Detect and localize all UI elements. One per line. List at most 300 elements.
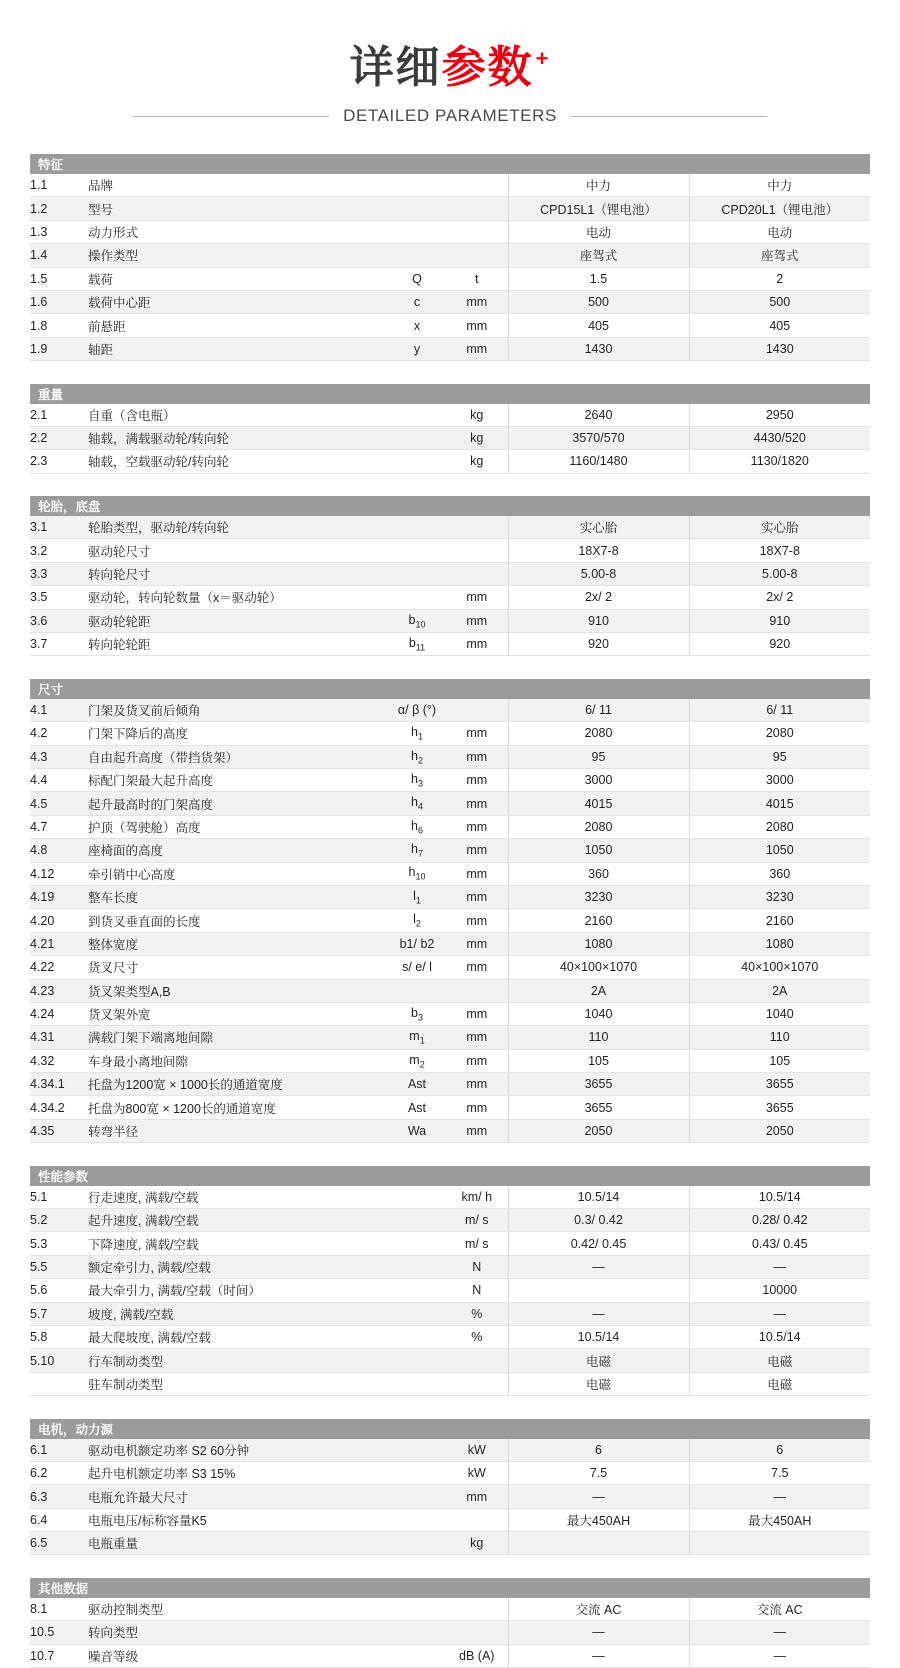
row-value-model-2: 10.5/14 <box>689 1186 870 1209</box>
row-value-model-1: 0.42/ 0.45 <box>508 1232 689 1255</box>
row-number: 4.31 <box>30 1026 88 1049</box>
row-value-model-2: 6/ 11 <box>689 699 870 722</box>
row-label: 托盘为800宽 × 1200长的通道宽度 <box>88 1096 388 1119</box>
row-unit: kg <box>446 1532 508 1555</box>
row-number: 6.2 <box>30 1461 88 1484</box>
row-label: 满载门架下端离地间隙 <box>88 1026 388 1049</box>
row-value-model-2: 2A <box>689 979 870 1002</box>
table-row <box>30 1073 870 1096</box>
row-symbol: Q <box>388 267 446 290</box>
section-title: 性能参数 <box>30 1166 870 1186</box>
row-number: 4.35 <box>30 1119 88 1142</box>
table-row <box>30 699 870 722</box>
section-spacer <box>30 473 870 496</box>
section-title: 其他数据 <box>30 1578 870 1598</box>
row-value-model-1 <box>508 1279 689 1302</box>
row-number: 5.6 <box>30 1279 88 1302</box>
section-title: 尺寸 <box>30 679 870 699</box>
row-label: 托盘为1200宽 × 1000长的通道宽度 <box>88 1073 388 1096</box>
row-symbol <box>388 539 446 562</box>
table-row <box>30 1232 870 1255</box>
section-spacer <box>30 361 870 384</box>
row-value-model-2: — <box>689 1302 870 1325</box>
row-value-model-1: 6/ 11 <box>508 699 689 722</box>
row-unit <box>446 979 508 1002</box>
row-label: 载荷 <box>88 267 388 290</box>
row-value-model-1: 105 <box>508 1049 689 1072</box>
row-value-model-2: — <box>689 1621 870 1644</box>
row-unit: mm <box>446 1002 508 1025</box>
row-label: 品牌 <box>88 174 388 197</box>
table-row <box>30 1485 870 1508</box>
row-number: 5.10 <box>30 1349 88 1372</box>
row-number: 1.1 <box>30 174 88 197</box>
table-row <box>30 609 870 632</box>
row-symbol <box>388 174 446 197</box>
row-label: 起升速度, 满载/空载 <box>88 1209 388 1232</box>
row-value-model-2 <box>689 1532 870 1555</box>
row-label: 驱动电机额定功率 S2 60分钟 <box>88 1439 388 1462</box>
row-unit: mm <box>446 290 508 313</box>
row-value-model-1: 座驾式 <box>508 244 689 267</box>
row-unit: kW <box>446 1439 508 1462</box>
row-value-model-1: 3570/570 <box>508 426 689 449</box>
row-label: 起升最高时的门架高度 <box>88 792 388 815</box>
page-title-part1: 详细 <box>349 43 442 92</box>
row-symbol <box>388 1232 446 1255</box>
row-value-model-1: 1040 <box>508 1002 689 1025</box>
row-value-model-2: 110 <box>689 1026 870 1049</box>
row-symbol: $m_1$ <box>388 1026 446 1049</box>
row-value-model-2: — <box>689 1255 870 1278</box>
row-value-model-2: 10000 <box>689 1279 870 1302</box>
row-symbol: $h_4$ <box>388 792 446 815</box>
table-row <box>30 1644 870 1667</box>
row-label: 转向轮尺寸 <box>88 562 388 585</box>
row-unit <box>446 1621 508 1644</box>
row-value-model-2: 18X7-8 <box>689 539 870 562</box>
row-symbol <box>388 426 446 449</box>
row-value-model-2: 6 <box>689 1439 870 1462</box>
row-value-model-1: CPD15L1（锂电池） <box>508 197 689 220</box>
row-label: 载荷中心距 <box>88 290 388 313</box>
row-symbol <box>388 197 446 220</box>
table-row <box>30 290 870 313</box>
row-value-model-2: — <box>689 1485 870 1508</box>
row-value-model-1: 1430 <box>508 337 689 360</box>
row-number: 6.5 <box>30 1532 88 1555</box>
row-number: 4.34.1 <box>30 1073 88 1096</box>
row-number: 10.5 <box>30 1621 88 1644</box>
row-symbol <box>388 1598 446 1621</box>
row-label: 驻车制动类型 <box>88 1372 388 1395</box>
table-row <box>30 1049 870 1072</box>
row-number: 2.2 <box>30 426 88 449</box>
row-number: 6.4 <box>30 1508 88 1531</box>
section-spacer <box>30 656 870 679</box>
row-label: 起升电机额定功率 S3 15% <box>88 1461 388 1484</box>
row-number: 4.22 <box>30 956 88 979</box>
row-value-model-1: 7.5 <box>508 1461 689 1484</box>
row-unit: dB (A) <box>446 1644 508 1667</box>
row-label: 下降速度, 满载/空载 <box>88 1232 388 1255</box>
row-value-model-1: 3655 <box>508 1073 689 1096</box>
row-symbol <box>388 1325 446 1348</box>
row-value-model-2: 2 <box>689 267 870 290</box>
row-unit: mm <box>446 1119 508 1142</box>
row-unit <box>446 197 508 220</box>
row-label: 货叉架外宽 <box>88 1002 388 1025</box>
section-title: 特征 <box>30 154 870 174</box>
row-symbol: $h_3$ <box>388 768 446 791</box>
row-label: 噪音等级 <box>88 1644 388 1667</box>
row-number: 4.32 <box>30 1049 88 1072</box>
row-unit: mm <box>446 337 508 360</box>
row-label: 最大爬坡度, 满载/空载 <box>88 1325 388 1348</box>
row-value-model-1: 6 <box>508 1439 689 1462</box>
row-value-model-2: 10.5/14 <box>689 1325 870 1348</box>
row-number: 3.3 <box>30 562 88 585</box>
row-symbol: $b_{11}$ <box>388 633 446 656</box>
row-value-model-2: 2050 <box>689 1119 870 1142</box>
section-spacer <box>30 1555 870 1578</box>
row-value-model-1: 360 <box>508 862 689 885</box>
row-number: 1.5 <box>30 267 88 290</box>
section-header-row <box>30 496 870 516</box>
table-row <box>30 267 870 290</box>
row-value-model-2: 0.28/ 0.42 <box>689 1209 870 1232</box>
row-label: 最大牵引力, 满载/空载（时间） <box>88 1279 388 1302</box>
table-row <box>30 1119 870 1142</box>
row-symbol <box>388 1255 446 1278</box>
table-row <box>30 956 870 979</box>
row-symbol: Wa <box>388 1119 446 1142</box>
row-value-model-2: 电磁 <box>689 1372 870 1395</box>
page-header <box>0 0 900 126</box>
row-number: 4.23 <box>30 979 88 1002</box>
table-row <box>30 1325 870 1348</box>
row-label: 型号 <box>88 197 388 220</box>
table-row <box>30 314 870 337</box>
row-value-model-1: 10.5/14 <box>508 1186 689 1209</box>
table-row <box>30 1209 870 1232</box>
row-label: 自由起升高度（带挡货架） <box>88 745 388 768</box>
row-value-model-2: 4430/520 <box>689 426 870 449</box>
table-row <box>30 633 870 656</box>
row-unit: mm <box>446 722 508 745</box>
table-row <box>30 586 870 609</box>
row-symbol <box>388 1621 446 1644</box>
row-label: 电瓶重量 <box>88 1532 388 1555</box>
table-row <box>30 1349 870 1372</box>
row-number: 1.6 <box>30 290 88 313</box>
row-label: 标配门架最大起升高度 <box>88 768 388 791</box>
row-value-model-2: 中力 <box>689 174 870 197</box>
row-value-model-2: 0.43/ 0.45 <box>689 1232 870 1255</box>
table-row <box>30 337 870 360</box>
row-value-model-1: 18X7-8 <box>508 539 689 562</box>
table-row <box>30 745 870 768</box>
row-number: 1.2 <box>30 197 88 220</box>
row-value-model-2: 电动 <box>689 220 870 243</box>
row-symbol: Ast <box>388 1073 446 1096</box>
row-value-model-1: 500 <box>508 290 689 313</box>
row-label: 整体宽度 <box>88 932 388 955</box>
row-unit <box>446 699 508 722</box>
plus-icon: + <box>535 46 551 71</box>
row-unit <box>446 516 508 539</box>
row-value-model-1: 2080 <box>508 722 689 745</box>
row-value-model-1: 40×100×1070 <box>508 956 689 979</box>
row-symbol: $b_{10}$ <box>388 609 446 632</box>
row-value-model-2: 2080 <box>689 815 870 838</box>
table-row <box>30 244 870 267</box>
row-label: 整车长度 <box>88 885 388 908</box>
row-unit <box>446 1372 508 1395</box>
row-value-model-2: 交流 AC <box>689 1598 870 1621</box>
row-value-model-2: 1040 <box>689 1002 870 1025</box>
table-row <box>30 722 870 745</box>
row-unit: mm <box>446 586 508 609</box>
page-subtitle-row <box>0 106 900 126</box>
row-number: 3.7 <box>30 633 88 656</box>
row-symbol: $l_2$ <box>388 909 446 932</box>
row-unit: km/ h <box>446 1186 508 1209</box>
row-label: 轴距 <box>88 337 388 360</box>
row-value-model-1: 2A <box>508 979 689 1002</box>
row-value-model-2: 500 <box>689 290 870 313</box>
row-label: 前悬距 <box>88 314 388 337</box>
row-unit <box>446 1349 508 1372</box>
row-number: 1.4 <box>30 244 88 267</box>
row-symbol: $b_3$ <box>388 1002 446 1025</box>
row-unit: mm <box>446 1049 508 1072</box>
row-value-model-1: 910 <box>508 609 689 632</box>
table-row <box>30 1461 870 1484</box>
row-value-model-2: 920 <box>689 633 870 656</box>
row-number: 10.7 <box>30 1644 88 1667</box>
row-label: 驱动轮，转向轮数量（x＝驱动轮） <box>88 586 388 609</box>
row-value-model-2: 3000 <box>689 768 870 791</box>
row-unit: mm <box>446 815 508 838</box>
row-number: 4.34.2 <box>30 1096 88 1119</box>
row-symbol <box>388 1461 446 1484</box>
row-value-model-2: 最大450AH <box>689 1508 870 1531</box>
row-label: 座椅面的高度 <box>88 839 388 862</box>
row-symbol <box>388 1279 446 1302</box>
row-label: 自重（含电瓶） <box>88 404 388 427</box>
row-unit: mm <box>446 609 508 632</box>
table-row <box>30 932 870 955</box>
row-symbol: $h_7$ <box>388 839 446 862</box>
row-value-model-1: 2080 <box>508 815 689 838</box>
row-unit <box>446 539 508 562</box>
row-unit: kg <box>446 450 508 473</box>
row-label: 电瓶电压/标称容量K5 <box>88 1508 388 1531</box>
row-unit <box>446 244 508 267</box>
row-symbol: s/ e/ l <box>388 956 446 979</box>
table-row <box>30 815 870 838</box>
row-number: 5.3 <box>30 1232 88 1255</box>
table-row <box>30 426 870 449</box>
row-unit <box>446 1598 508 1621</box>
table-row <box>30 197 870 220</box>
row-symbol: Ast <box>388 1096 446 1119</box>
row-number: 1.3 <box>30 220 88 243</box>
row-value-model-1: 电磁 <box>508 1349 689 1372</box>
table-row <box>30 1186 870 1209</box>
row-unit: mm <box>446 839 508 862</box>
row-value-model-2: 3655 <box>689 1096 870 1119</box>
row-label: 轮胎类型，驱动轮/转向轮 <box>88 516 388 539</box>
row-number: 4.20 <box>30 909 88 932</box>
row-unit: kW <box>446 1461 508 1484</box>
row-value-model-1: — <box>508 1485 689 1508</box>
row-symbol: x <box>388 314 446 337</box>
row-value-model-2: 实心胎 <box>689 516 870 539</box>
row-number: 2.1 <box>30 404 88 427</box>
row-symbol <box>388 1372 446 1395</box>
row-symbol: b1/ b2 <box>388 932 446 955</box>
page-title-part2: 参数 <box>441 43 534 92</box>
row-value-model-1: — <box>508 1302 689 1325</box>
row-number: 4.24 <box>30 1002 88 1025</box>
row-value-model-2: 910 <box>689 609 870 632</box>
table-row <box>30 909 870 932</box>
row-label: 驱动轮轮距 <box>88 609 388 632</box>
row-label: 车身最小离地间隙 <box>88 1049 388 1072</box>
row-value-model-1: 110 <box>508 1026 689 1049</box>
row-symbol: $h_1$ <box>388 722 446 745</box>
row-value-model-2: 电磁 <box>689 1349 870 1372</box>
row-value-model-1: 2050 <box>508 1119 689 1142</box>
row-symbol <box>388 1644 446 1667</box>
row-label: 额定牵引力, 满载/空载 <box>88 1255 388 1278</box>
row-unit: % <box>446 1325 508 1348</box>
row-number: 4.3 <box>30 745 88 768</box>
page-subtitle: DETAILED PARAMETERS <box>343 106 557 125</box>
row-unit <box>446 220 508 243</box>
row-label: 轴载，满载驱动轮/转向轮 <box>88 426 388 449</box>
row-value-model-1: 2x/ 2 <box>508 586 689 609</box>
row-number: 6.3 <box>30 1485 88 1508</box>
row-number: 4.2 <box>30 722 88 745</box>
table-row <box>30 174 870 197</box>
row-value-model-2: 2080 <box>689 722 870 745</box>
row-symbol <box>388 1485 446 1508</box>
row-symbol: $h_2$ <box>388 745 446 768</box>
table-row <box>30 1598 870 1621</box>
row-unit: mm <box>446 745 508 768</box>
table-row <box>30 792 870 815</box>
table-row <box>30 1439 870 1462</box>
row-number: 4.8 <box>30 839 88 862</box>
row-number: 1.9 <box>30 337 88 360</box>
row-number: 3.2 <box>30 539 88 562</box>
table-row <box>30 539 870 562</box>
row-number: 4.21 <box>30 932 88 955</box>
row-unit: kg <box>446 404 508 427</box>
row-number <box>30 1372 88 1395</box>
row-number: 3.5 <box>30 586 88 609</box>
row-value-model-2: 3655 <box>689 1073 870 1096</box>
row-symbol <box>388 586 446 609</box>
row-value-model-1: 3655 <box>508 1096 689 1119</box>
row-value-model-1: 95 <box>508 745 689 768</box>
row-number: 5.2 <box>30 1209 88 1232</box>
row-unit: mm <box>446 633 508 656</box>
divider-left <box>133 116 329 117</box>
row-symbol: $l_1$ <box>388 885 446 908</box>
table-row <box>30 1255 870 1278</box>
row-unit <box>446 562 508 585</box>
row-value-model-2: 2950 <box>689 404 870 427</box>
row-value-model-1: 4015 <box>508 792 689 815</box>
row-unit: % <box>446 1302 508 1325</box>
page-title <box>349 43 551 92</box>
table-row <box>30 1096 870 1119</box>
row-value-model-2: 1080 <box>689 932 870 955</box>
row-unit: mm <box>446 314 508 337</box>
row-unit: mm <box>446 956 508 979</box>
row-value-model-1: 1080 <box>508 932 689 955</box>
table-row <box>30 1026 870 1049</box>
row-symbol <box>388 244 446 267</box>
row-number: 4.12 <box>30 862 88 885</box>
row-value-model-2: 1130/1820 <box>689 450 870 473</box>
row-number: 4.7 <box>30 815 88 838</box>
row-label: 坡度, 满载/空载 <box>88 1302 388 1325</box>
row-value-model-1: — <box>508 1621 689 1644</box>
row-unit: mm <box>446 768 508 791</box>
row-unit: t <box>446 267 508 290</box>
section-header-row <box>30 1419 870 1439</box>
row-unit <box>446 174 508 197</box>
row-unit: mm <box>446 1485 508 1508</box>
row-symbol <box>388 516 446 539</box>
table-row <box>30 1508 870 1531</box>
row-value-model-1: 交流 AC <box>508 1598 689 1621</box>
table-row <box>30 1279 870 1302</box>
spec-table-wrapper <box>30 154 870 1668</box>
section-spacer <box>30 1143 870 1166</box>
row-number: 4.1 <box>30 699 88 722</box>
row-number: 5.5 <box>30 1255 88 1278</box>
row-value-model-1: — <box>508 1644 689 1667</box>
table-row <box>30 839 870 862</box>
row-label: 到货叉垂直面的长度 <box>88 909 388 932</box>
row-number: 4.5 <box>30 792 88 815</box>
row-value-model-1: 1.5 <box>508 267 689 290</box>
table-row <box>30 220 870 243</box>
table-row <box>30 1302 870 1325</box>
row-label: 护顶（驾驶舱）高度 <box>88 815 388 838</box>
section-header-row <box>30 1166 870 1186</box>
row-label: 驱动轮尺寸 <box>88 539 388 562</box>
row-symbol: α/ β (°) <box>388 699 446 722</box>
row-value-model-2: 105 <box>689 1049 870 1072</box>
row-label: 转弯半径 <box>88 1119 388 1142</box>
row-number: 5.1 <box>30 1186 88 1209</box>
row-unit: mm <box>446 792 508 815</box>
row-symbol <box>388 562 446 585</box>
row-label: 门架及货叉前后倾角 <box>88 699 388 722</box>
row-value-model-1: 10.5/14 <box>508 1325 689 1348</box>
row-symbol <box>388 1302 446 1325</box>
row-value-model-1: 2640 <box>508 404 689 427</box>
row-label: 转向类型 <box>88 1621 388 1644</box>
row-value-model-2: 3230 <box>689 885 870 908</box>
